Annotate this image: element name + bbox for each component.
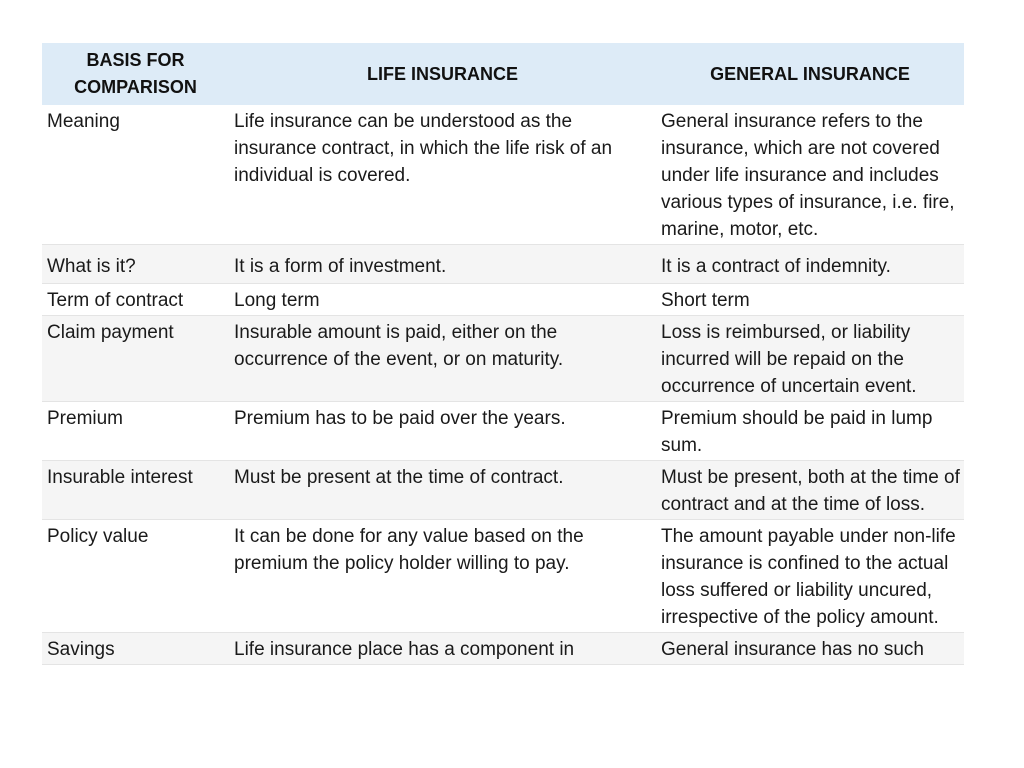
cell-general: Must be present, both at the time of contract and at the time of loss. <box>656 461 964 520</box>
cell-life: Premium has to be paid over the years. <box>229 402 656 461</box>
cell-life: Life insurance can be understood as the insurance contract, in which the life risk of an individual is covered. <box>229 105 656 245</box>
header-general-insurance: GENERAL INSURANCE <box>656 43 964 105</box>
table-row <box>42 245 964 284</box>
table-row <box>42 105 964 245</box>
cell-general: Short term <box>656 284 964 316</box>
cell-general: It is a contract of indemnity. <box>656 245 964 284</box>
header-basis: BASIS FOR COMPARISON <box>42 43 229 105</box>
header-life-insurance: LIFE INSURANCE <box>229 43 656 105</box>
table-row <box>42 284 964 316</box>
cell-life: Life insurance place has a component in <box>229 633 656 665</box>
cell-general: The amount payable under non-life insurance is confined to the actual loss suffered or liability uncured, irrespective of the policy amount. <box>656 520 964 633</box>
cell-general: Premium should be paid in lump sum. <box>656 402 964 461</box>
cell-basis: Meaning <box>42 105 229 245</box>
comparison-table-container <box>42 43 964 665</box>
cell-life: Long term <box>229 284 656 316</box>
cell-general: Loss is reimbursed, or liability incurred will be repaid on the occurrence of uncertain event. <box>656 316 964 402</box>
cell-life: It can be done for any value based on the premium the policy holder willing to pay. <box>229 520 656 633</box>
cell-general: General insurance has no such <box>656 633 964 665</box>
cell-basis: Savings <box>42 633 229 665</box>
table-row <box>42 316 964 402</box>
cell-basis: Insurable interest <box>42 461 229 520</box>
cell-basis: What is it? <box>42 245 229 284</box>
cell-life: Insurable amount is paid, either on the occurrence of the event, or on maturity. <box>229 316 656 402</box>
comparison-table <box>42 43 964 665</box>
table-row <box>42 520 964 633</box>
table-row <box>42 633 964 665</box>
cell-life: It is a form of investment. <box>229 245 656 284</box>
cell-general: General insurance refers to the insurance, which are not covered under life insurance and includes various types of insurance, i.e. fire, marine, motor, etc. <box>656 105 964 245</box>
cell-basis: Claim payment <box>42 316 229 402</box>
table-header-row <box>42 43 964 105</box>
cell-life: Must be present at the time of contract. <box>229 461 656 520</box>
table-row <box>42 402 964 461</box>
table-row <box>42 461 964 520</box>
cell-basis: Policy value <box>42 520 229 633</box>
cell-basis: Premium <box>42 402 229 461</box>
cell-basis: Term of contract <box>42 284 229 316</box>
